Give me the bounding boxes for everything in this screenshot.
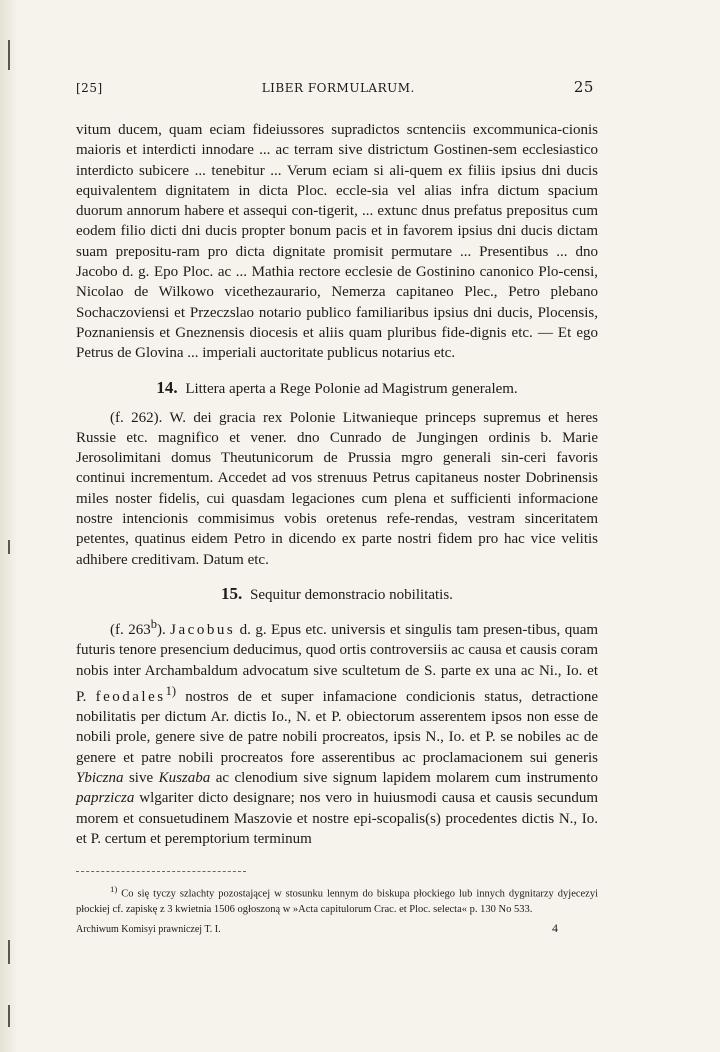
spaced-name: Jacobus <box>170 621 236 638</box>
section-15-text-a: d. g. Epus etc. universis et singulis tam presen-tibus, quam futuris tenore presencium deducimus, quod ortis controversiis ac causa et causis coram nobis inter Archambaldum advocatum sive scultetum de S. parte ex una ac Ni., Io. et P. <box>76 621 599 705</box>
book-page <box>76 78 598 936</box>
scan-binding-mark <box>8 40 10 70</box>
italic-paprzicza: paprzicza <box>76 790 135 807</box>
section-14-text: (f. 262). W. dei gracia rex Polonie Litwanieque princeps supremus et heres Russie etc. magnifico et vener. dno Cunrado de Jungingen ordinis b. Marie Jerosolimitani domus Theutunicorum de Prussia mgro generali sin-ceri favoris continui incrementum. Accedet ad vos strenuus Petrus capitaneus noster Dobrinensis miles noster fidelis, cui quasdam legaciones cum plena et sufficienti informacione nostre intencionis commisimus vobis oretenus refe-rendas, vestram sinceritatem petentes, quatinus eidem Petro in dicendo ex parte nostri fidem pro hac vice velitis adhibere creditivam. Datum etc. <box>76 409 598 568</box>
footer-imprint: Archiwum Komisyi prawniczej T. I. <box>76 923 221 935</box>
page-footer <box>76 921 598 936</box>
section-15-title: Sequitur demonstracio nobilitatis. <box>250 586 453 603</box>
footnote-text: Co się tyczy szlachty pozostającej w stosunku lennym do biskupa płockiego lub innych dygnitarzy dyjecezyi płockiej cf. zapiskę z 3 kwietnia 1506 ogłoszoną w »Acta capitulorum Crac. et Ploc. selecta« p. 130 No 533. <box>76 888 599 915</box>
scan-binding-mark <box>8 540 10 554</box>
header-page-number: 25 <box>573 78 594 96</box>
footnote <box>76 882 598 917</box>
running-head <box>76 78 598 96</box>
scan-binding-mark <box>8 1005 10 1027</box>
section-14-heading <box>76 378 598 398</box>
spaced-feodales: feodales <box>95 688 166 705</box>
word-sive: sive <box>128 770 154 787</box>
italic-ybiczna: Ybiczna <box>76 770 124 787</box>
section-14-title: Littera aperta a Rege Polonie ad Magistrum generalem. <box>185 380 518 397</box>
intro-paragraph: vitum ducem, quam eciam fideiussores supradictos scntenciis excommunica-cionis maioris et interdicti innodare ... ac terram sive districtum Gostinen-sem ecclesiastico interdicto subicere ... tenebitur ... Verum eciam si ali-quem ex filiis ipsius dni ducis equivalentem dignitatem in dicta Ploc. eccle-sia vel alias infra dictum spacium duorum annorum habere et assequi con-tigerit, ... extunc dnus prefatus prepositus cum eodem filio dicti dni ducis propter bonum pacis et in favorem ipsius dni ducis dictam suam prepositu-ram pro dicta dignitate promisit permutare ... Presentibus ... dno Jacobo d. g. Epo Ploc. ac ... Mathia rectore ecclesie de Gostinino canonico Plo-censi, Nicolao de Wilkowo vicethezaurario, Nemerza capitaneo Plec., Petro plebano Sochaczoviensi et Przeczslao notario publico familiaribus ipsius dni ducis, Plocensis, Poznaniensis et Gneznensis diocesis et aliis quam pluribus fide-dignis etc. — Et ego Petrus de Glovina ... imperiali auctoritate publicus notarius etc. <box>76 122 598 362</box>
section-15-heading <box>76 584 598 604</box>
section-15-number: 15. <box>221 583 243 603</box>
footer-signature-number: 4 <box>552 920 558 935</box>
folio-superscript: b <box>150 616 157 631</box>
folio-close: ). <box>156 621 166 638</box>
section-15-text-c: ac clenodium sive signum lapidem molarem cum instrumento <box>215 770 598 787</box>
section-15-text <box>76 614 598 849</box>
header-title: LIBER FORMULARUM. <box>261 81 415 95</box>
section-15-text-d: wlgariter dicto designare; nos vero in huiusmodi causa et causis secundum morem et consuetudinem Maszovie et nostre epi-scopalis(s) procedentes dictis N., Io. et P. certum et peremptorium terminum <box>76 790 598 847</box>
section-14-number: 14. <box>156 377 178 397</box>
footnote-reference: 1) <box>165 683 177 698</box>
section-15-text-b: nostros de et super infamacione condicionis status, detractione nobilitatis per dictum Ar. dictis Io., N. et P. obiectorum asserentem ipsos non esse de nobili prole, genere sive de patre nobili procreatos, ipsis N., Io. et P. se nobiles ac de genere et patre nobili procreatos fore asserentibus ac proclamacionem sui generis <box>76 688 599 766</box>
footnote-mark: 1) <box>110 884 118 895</box>
scan-left-edge <box>0 0 18 1052</box>
scan-binding-mark <box>8 940 10 964</box>
header-left-number: [25] <box>76 81 103 95</box>
italic-kuszaba: Kuszaba <box>158 770 211 787</box>
folio-reference: (f. 263 <box>110 621 151 638</box>
footnote-divider <box>76 871 246 872</box>
